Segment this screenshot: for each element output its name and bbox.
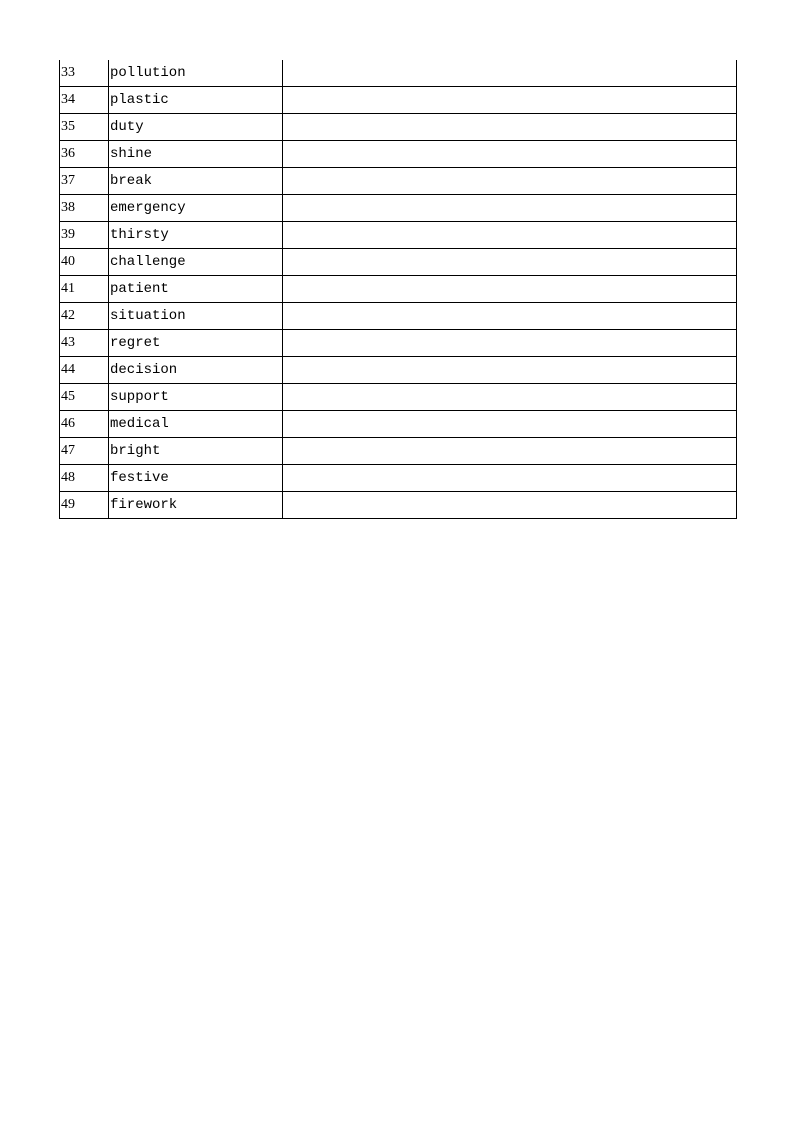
vocabulary-word: decision <box>109 357 283 384</box>
answer-cell[interactable] <box>283 438 737 465</box>
table-row <box>60 303 737 330</box>
table-row <box>60 357 737 384</box>
table-row <box>60 114 737 141</box>
vocabulary-word: firework <box>109 492 283 519</box>
vocabulary-word: regret <box>109 330 283 357</box>
table-row <box>60 276 737 303</box>
vocabulary-word: emergency <box>109 195 283 222</box>
vocabulary-word: situation <box>109 303 283 330</box>
vocabulary-word: festive <box>109 465 283 492</box>
vocabulary-word: pollution <box>109 60 283 87</box>
vocabulary-word: bright <box>109 438 283 465</box>
table-row <box>60 60 737 87</box>
answer-cell[interactable] <box>283 303 737 330</box>
answer-cell[interactable] <box>283 411 737 438</box>
answer-cell[interactable] <box>283 114 737 141</box>
vocabulary-word: patient <box>109 276 283 303</box>
row-number: 38 <box>60 195 109 222</box>
row-number: 37 <box>60 168 109 195</box>
answer-cell[interactable] <box>283 141 737 168</box>
answer-cell[interactable] <box>283 276 737 303</box>
vocabulary-sheet <box>59 60 737 519</box>
vocabulary-word: shine <box>109 141 283 168</box>
vocabulary-word: break <box>109 168 283 195</box>
table-row <box>60 168 737 195</box>
row-number: 47 <box>60 438 109 465</box>
row-number: 43 <box>60 330 109 357</box>
answer-cell[interactable] <box>283 465 737 492</box>
row-number: 40 <box>60 249 109 276</box>
row-number: 36 <box>60 141 109 168</box>
vocabulary-table-body <box>60 60 737 519</box>
row-number: 49 <box>60 492 109 519</box>
vocabulary-word: challenge <box>109 249 283 276</box>
row-number: 42 <box>60 303 109 330</box>
table-row <box>60 141 737 168</box>
row-number: 45 <box>60 384 109 411</box>
answer-cell[interactable] <box>283 384 737 411</box>
vocabulary-table <box>59 60 737 519</box>
row-number: 44 <box>60 357 109 384</box>
table-row <box>60 330 737 357</box>
answer-cell[interactable] <box>283 357 737 384</box>
answer-cell[interactable] <box>283 330 737 357</box>
answer-cell[interactable] <box>283 60 737 87</box>
table-row <box>60 411 737 438</box>
vocabulary-word: plastic <box>109 87 283 114</box>
vocabulary-word: support <box>109 384 283 411</box>
row-number: 41 <box>60 276 109 303</box>
vocabulary-word: thirsty <box>109 222 283 249</box>
table-row <box>60 195 737 222</box>
table-row <box>60 438 737 465</box>
answer-cell[interactable] <box>283 492 737 519</box>
answer-cell[interactable] <box>283 195 737 222</box>
row-number: 34 <box>60 87 109 114</box>
row-number: 48 <box>60 465 109 492</box>
vocabulary-word: duty <box>109 114 283 141</box>
answer-cell[interactable] <box>283 249 737 276</box>
row-number: 46 <box>60 411 109 438</box>
answer-cell[interactable] <box>283 222 737 249</box>
table-row <box>60 87 737 114</box>
answer-cell[interactable] <box>283 168 737 195</box>
row-number: 35 <box>60 114 109 141</box>
table-row <box>60 222 737 249</box>
table-row <box>60 465 737 492</box>
row-number: 39 <box>60 222 109 249</box>
vocabulary-word: medical <box>109 411 283 438</box>
row-number: 33 <box>60 60 109 87</box>
answer-cell[interactable] <box>283 87 737 114</box>
table-row <box>60 384 737 411</box>
table-row <box>60 492 737 519</box>
table-row <box>60 249 737 276</box>
